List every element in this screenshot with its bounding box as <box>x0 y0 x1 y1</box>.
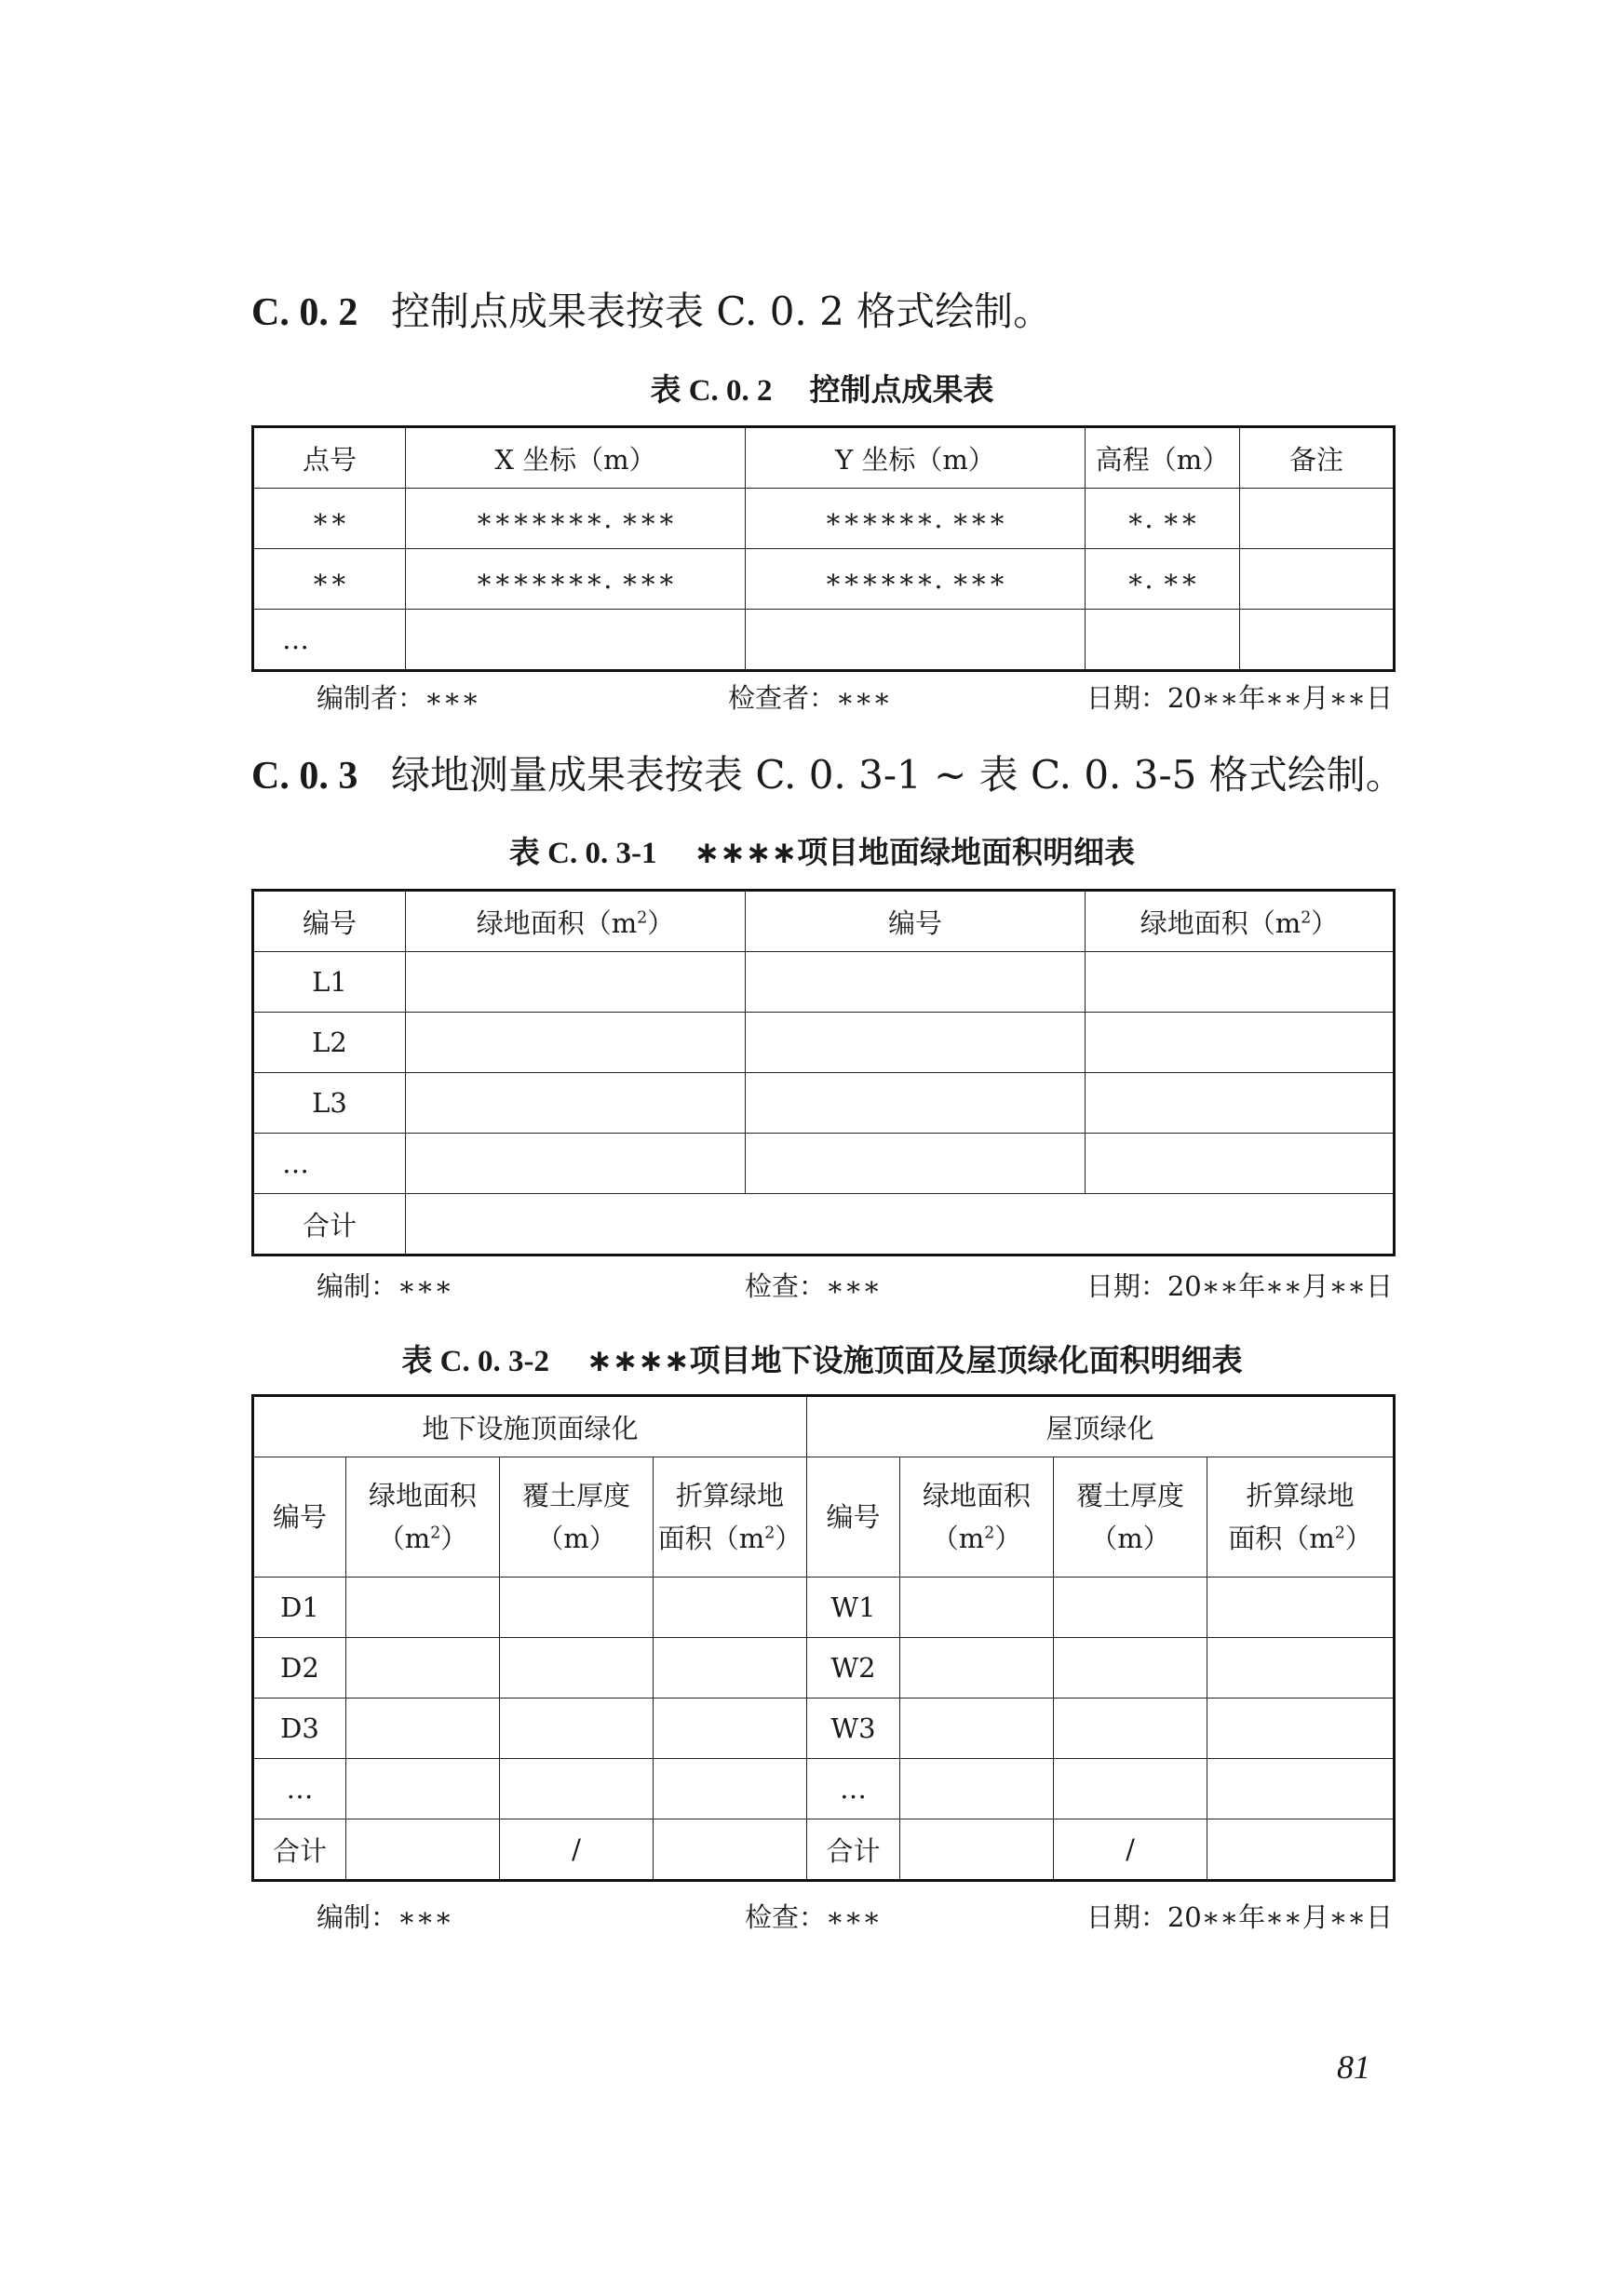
table-row <box>253 1638 1395 1699</box>
table-cell <box>1240 489 1395 549</box>
footer-checker: 检查者：∗∗∗ <box>728 682 892 714</box>
table-cell <box>1240 610 1395 671</box>
table-cell <box>900 1578 1054 1638</box>
table-cell <box>500 1699 654 1759</box>
table-cell <box>406 1013 746 1073</box>
table-cell <box>406 1073 746 1134</box>
table-cell: L1 <box>253 952 406 1013</box>
table-caption-c032 <box>251 1342 1393 1378</box>
table-cell <box>406 952 746 1013</box>
table-row <box>253 1013 1395 1073</box>
table-cell <box>654 1819 807 1881</box>
table-cell <box>1207 1699 1395 1759</box>
section-heading-c03 <box>251 752 1405 798</box>
header-cell: 绿地面积$(m^2)$ <box>1086 891 1395 952</box>
header-cell: 绿地面积 $(m^2)$ <box>346 1457 500 1578</box>
total-label: 合计 <box>253 1194 406 1255</box>
header-cell: 绿地面积$(m^2)$ <box>406 891 746 952</box>
table-cell <box>1207 1759 1395 1819</box>
header-cell: Y 坐标（m） <box>746 427 1086 489</box>
table-cell <box>1054 1759 1207 1819</box>
section-text: 绿地测量成果表按表 C. 0. 3-1 ~ 表 C. 0. 3-5 格式绘制。 <box>391 752 1405 798</box>
group-header-row <box>253 1396 1395 1457</box>
table-cell: ∗. ∗∗ <box>1086 489 1240 549</box>
table-cell: ∗∗∗∗∗∗. ∗∗∗ <box>746 489 1086 549</box>
footer-date: 日期：20∗∗年∗∗月∗∗日 <box>1086 1901 1393 1933</box>
footer-date: 日期：20∗∗年∗∗月∗∗日 <box>1086 682 1393 714</box>
caption-number: 表 C. 0. 3-2 <box>401 1345 549 1378</box>
table-row <box>253 1578 1395 1638</box>
caption-number: 表 C. 0. 2 <box>650 374 773 408</box>
table-cell <box>1086 610 1240 671</box>
footer-date: 日期：20∗∗年∗∗月∗∗日 <box>1086 1270 1393 1302</box>
table-cell: ∗. ∗∗ <box>1086 549 1240 610</box>
table-cell <box>346 1638 500 1699</box>
table-cell <box>1207 1578 1395 1638</box>
table-cell <box>1086 1013 1395 1073</box>
sub-header-row <box>253 1457 1395 1578</box>
table-cell <box>1054 1699 1207 1759</box>
table-row <box>253 1073 1395 1134</box>
table-cell: … <box>253 1134 406 1194</box>
table-row <box>253 610 1395 671</box>
table-cell <box>1086 952 1395 1013</box>
table-cell <box>1054 1638 1207 1699</box>
caption-number: 表 C. 0. 3-1 <box>508 837 657 870</box>
header-cell: 绿地面积 $(m^2)$ <box>900 1457 1054 1578</box>
header-cell: 点号 <box>253 427 406 489</box>
slash-cell: / <box>1054 1819 1207 1881</box>
table-header-row <box>253 891 1395 952</box>
ground-green-area-table <box>251 889 1396 1256</box>
footer-author: 编制者：∗∗∗ <box>317 682 480 714</box>
table-cell: L2 <box>253 1013 406 1073</box>
table-cell: … <box>253 1759 346 1819</box>
table-cell <box>500 1578 654 1638</box>
table-cell: … <box>807 1759 900 1819</box>
table-cell <box>1054 1578 1207 1638</box>
table-row <box>253 1759 1395 1819</box>
table-cell <box>900 1638 1054 1699</box>
table-caption-c02 <box>251 371 1393 408</box>
underground-roof-green-table <box>251 1394 1396 1882</box>
table-caption-c031 <box>251 834 1393 870</box>
section-heading-c02 <box>251 289 1053 334</box>
table-cell: ∗∗∗∗∗∗∗. ∗∗∗ <box>406 549 746 610</box>
header-cell: 折算绿地 面积$(m^2)$ <box>1207 1457 1395 1578</box>
header-cell: 编号 <box>253 891 406 952</box>
table-cell <box>654 1699 807 1759</box>
page-number: 81 <box>1337 2048 1370 2086</box>
table-cell <box>900 1699 1054 1759</box>
section-number: C. 0. 3 <box>251 755 358 798</box>
table-cell <box>900 1759 1054 1819</box>
table-cell: D3 <box>253 1699 346 1759</box>
table-cell <box>654 1578 807 1638</box>
header-cell: 覆土厚度 （m） <box>1054 1457 1207 1578</box>
table-cell <box>746 1134 1086 1194</box>
table-cell <box>746 952 1086 1013</box>
section-text: 控制点成果表按表 C. 0. 2 格式绘制。 <box>391 289 1053 334</box>
table-cell <box>406 1134 746 1194</box>
table-cell <box>1207 1638 1395 1699</box>
table-cell <box>1086 1073 1395 1134</box>
table-cell <box>746 1013 1086 1073</box>
table-cell <box>346 1759 500 1819</box>
table-cell: L3 <box>253 1073 406 1134</box>
table-cell: ∗∗∗∗∗∗. ∗∗∗ <box>746 549 1086 610</box>
table-cell: … <box>253 610 406 671</box>
table-cell <box>1086 1134 1395 1194</box>
table-cell: W2 <box>807 1638 900 1699</box>
table-cell: ∗∗∗∗∗∗∗. ∗∗∗ <box>406 489 746 549</box>
table-cell <box>406 1194 1395 1255</box>
footer-author: 编制：∗∗∗ <box>317 1270 453 1302</box>
table-cell <box>346 1578 500 1638</box>
header-cell: 高程（m） <box>1086 427 1240 489</box>
table-cell <box>1240 549 1395 610</box>
table-cell <box>406 610 746 671</box>
caption-title: ∗∗∗∗项目地下设施顶面及屋顶绿化面积明细表 <box>586 1342 1243 1378</box>
table-cell <box>346 1819 500 1881</box>
table-cell: D2 <box>253 1638 346 1699</box>
table-cell: W3 <box>807 1699 900 1759</box>
total-row <box>253 1819 1395 1881</box>
table-cell: D1 <box>253 1578 346 1638</box>
table-row <box>253 952 1395 1013</box>
footer-author: 编制：∗∗∗ <box>317 1901 453 1933</box>
table-cell <box>500 1638 654 1699</box>
total-label: 合计 <box>253 1819 346 1881</box>
section-number: C. 0. 2 <box>251 291 358 334</box>
header-cell: 折算绿地 面积$(m^2)$ <box>654 1457 807 1578</box>
header-cell: 覆土厚度 （m） <box>500 1457 654 1578</box>
control-point-table <box>251 425 1396 672</box>
footer-checker: 检查：∗∗∗ <box>745 1270 882 1302</box>
header-cell: 备注 <box>1240 427 1395 489</box>
table-cell: ∗∗ <box>253 549 406 610</box>
table-cell <box>1207 1819 1395 1881</box>
header-cell: X 坐标（m） <box>406 427 746 489</box>
table-cell <box>346 1699 500 1759</box>
group-header-roof: 屋顶绿化 <box>807 1396 1395 1457</box>
table-row <box>253 549 1395 610</box>
header-cell: 编号 <box>807 1457 900 1578</box>
total-row <box>253 1194 1395 1255</box>
table-cell <box>746 610 1086 671</box>
caption-title: 控制点成果表 <box>809 371 994 408</box>
table-cell: ∗∗ <box>253 489 406 549</box>
table-header-row <box>253 427 1395 489</box>
header-cell: 编号 <box>746 891 1086 952</box>
table-cell <box>746 1073 1086 1134</box>
slash-cell: / <box>500 1819 654 1881</box>
caption-title: ∗∗∗∗项目地面绿地面积明细表 <box>694 834 1136 870</box>
table-cell: W1 <box>807 1578 900 1638</box>
table-cell <box>500 1759 654 1819</box>
table-row <box>253 1699 1395 1759</box>
table-row <box>253 489 1395 549</box>
total-label: 合计 <box>807 1819 900 1881</box>
table-cell <box>900 1819 1054 1881</box>
header-cell: 编号 <box>253 1457 346 1578</box>
group-header-underground: 地下设施顶面绿化 <box>253 1396 807 1457</box>
table-row <box>253 1134 1395 1194</box>
table-cell <box>654 1638 807 1699</box>
footer-checker: 检查：∗∗∗ <box>745 1901 882 1933</box>
table-cell <box>654 1759 807 1819</box>
